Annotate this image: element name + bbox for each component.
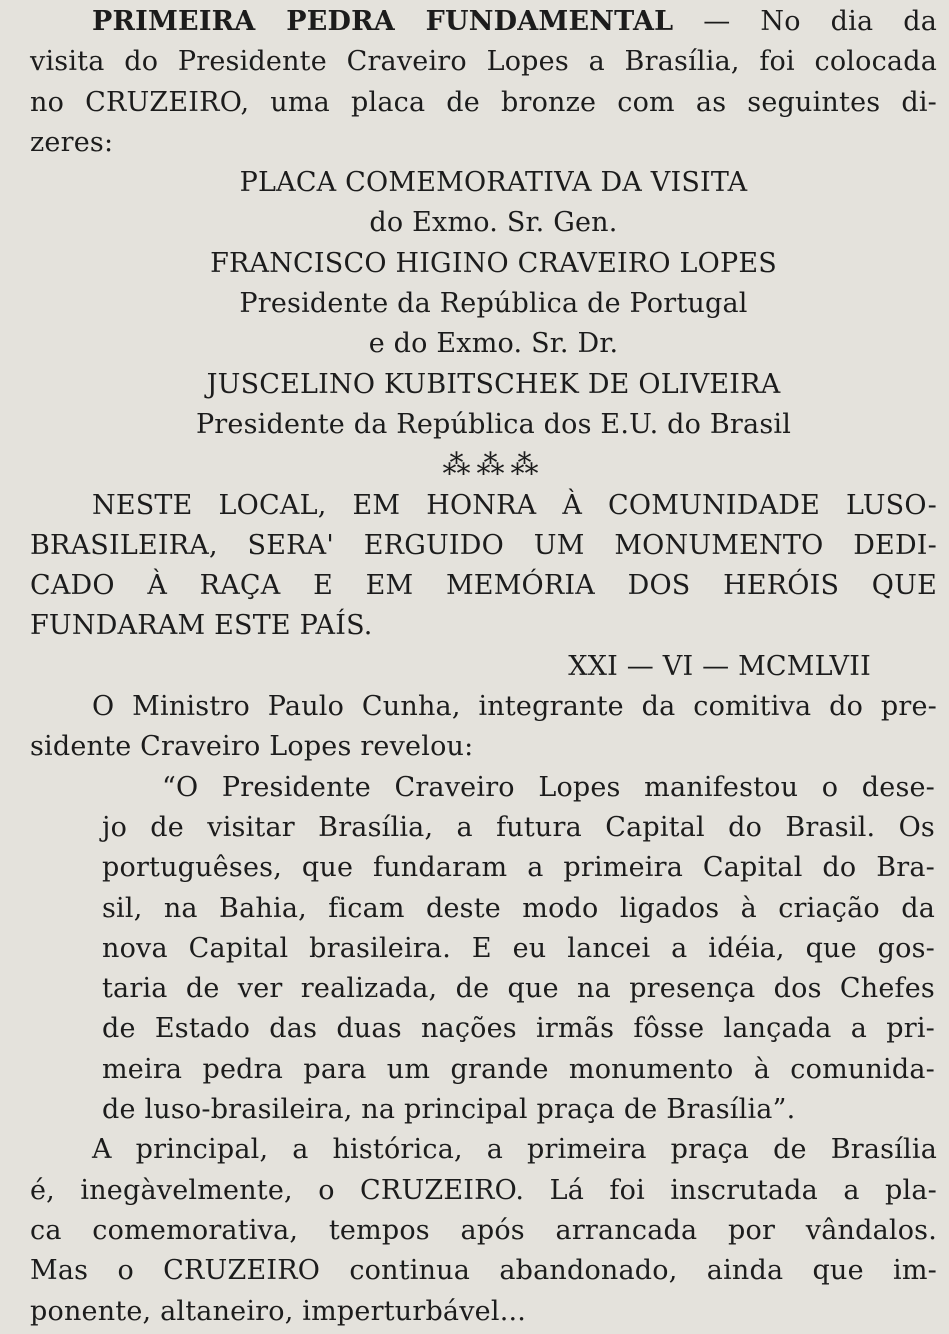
intro-paragraph <box>30 2 937 163</box>
intro-line-4: zeres: <box>30 126 114 158</box>
plaque-inscription <box>30 486 937 687</box>
minister-paragraph <box>30 687 937 768</box>
closing-line-2: é, inegàvelmente, o CRUZEIRO. Lá foi inscrutada a pla- <box>30 1174 937 1206</box>
quote-line-3: portuguêses, que fundaram a primeira Capital do Bra- <box>102 852 935 884</box>
plaque-text <box>30 163 937 485</box>
plaque-line-2: do Exmo. Sr. Gen. <box>369 207 618 239</box>
minister-line-2: sidente Craveiro Lopes revelou: <box>30 731 474 763</box>
quote-line-9: de luso-brasileira, na principal praça de Brasília”. <box>102 1094 796 1126</box>
plaque-line-4: Presidente da República de Portugal <box>239 288 748 320</box>
closing-line-1: A principal, a histórica, a primeira praça de Brasília <box>92 1134 937 1166</box>
quote-line-4: sil, na Bahia, ficam deste modo ligados à criação da <box>102 892 935 924</box>
inscription-line-4: FUNDARAM ESTE PAÍS. <box>30 610 373 642</box>
plaque-name-1: FRANCISCO HIGINO CRAVEIRO LOPES <box>210 247 777 279</box>
closing-paragraph <box>30 1130 937 1331</box>
quote-line-7: de Estado das duas nações irmãs fôsse lançada a pri- <box>102 1013 935 1045</box>
quote-block <box>30 768 937 1131</box>
inscription-line-2: BRASILEIRA, SERA' ERGUIDO UM MONUMENTO DEDI- <box>30 529 937 561</box>
plaque-name-2: JUSCELINO KUBITSCHEK DE OLIVEIRA <box>206 368 781 400</box>
asterism-separator: ⁂⁂⁂ <box>442 448 545 482</box>
closing-line-5: ponente, altaneiro, imperturbável... <box>30 1295 527 1327</box>
closing-line-4: Mas o CRUZEIRO continua abandonado, ainda que im- <box>30 1255 937 1287</box>
closing-line-3: ca comemorativa, tempos após arrancada por vândalos. <box>30 1214 937 1246</box>
minister-line-1: O Ministro Paulo Cunha, integrante da comitiva do pre- <box>92 691 937 723</box>
inscription-line-3: CADO À RAÇA E EM MEMÓRIA DOS HERÓIS QUE <box>30 570 937 602</box>
quote-line-8: meira pedra para um grande monumento à comunida- <box>102 1053 935 1085</box>
quote-line-2: jo de visitar Brasília, a futura Capital do Brasil. Os <box>102 811 935 843</box>
quote-line-1: “O Presidente Craveiro Lopes manifestou o dese- <box>162 771 935 803</box>
intro-heading: PRIMEIRA PEDRA FUNDAMENTAL <box>92 6 674 37</box>
plaque-title: PLACA COMEMORATIVA DA VISITA <box>239 167 748 199</box>
intro-line-3: no CRUZEIRO, uma placa de bronze com as seguintes di- <box>30 86 937 118</box>
plaque-date: XXI — VI — MCMLVII <box>568 650 871 682</box>
plaque-line-5: e do Exmo. Sr. Dr. <box>368 328 619 360</box>
quote-line-6: taria de ver realizada, de que na presença dos Chefes <box>102 973 935 1005</box>
quote-line-5: nova Capital brasileira. E eu lancei a idéia, que gos- <box>102 932 935 964</box>
intro-line-2: visita do Presidente Craveiro Lopes a Brasília, foi colocada <box>30 46 937 78</box>
intro-line-1: PRIMEIRA PEDRA FUNDAMENTAL — No dia da <box>92 6 937 37</box>
inscription-line-1: NESTE LOCAL, EM HONRA À COMUNIDADE LUSO- <box>92 489 937 521</box>
plaque-line-7: Presidente da República dos E.U. do Brasil <box>195 408 792 440</box>
